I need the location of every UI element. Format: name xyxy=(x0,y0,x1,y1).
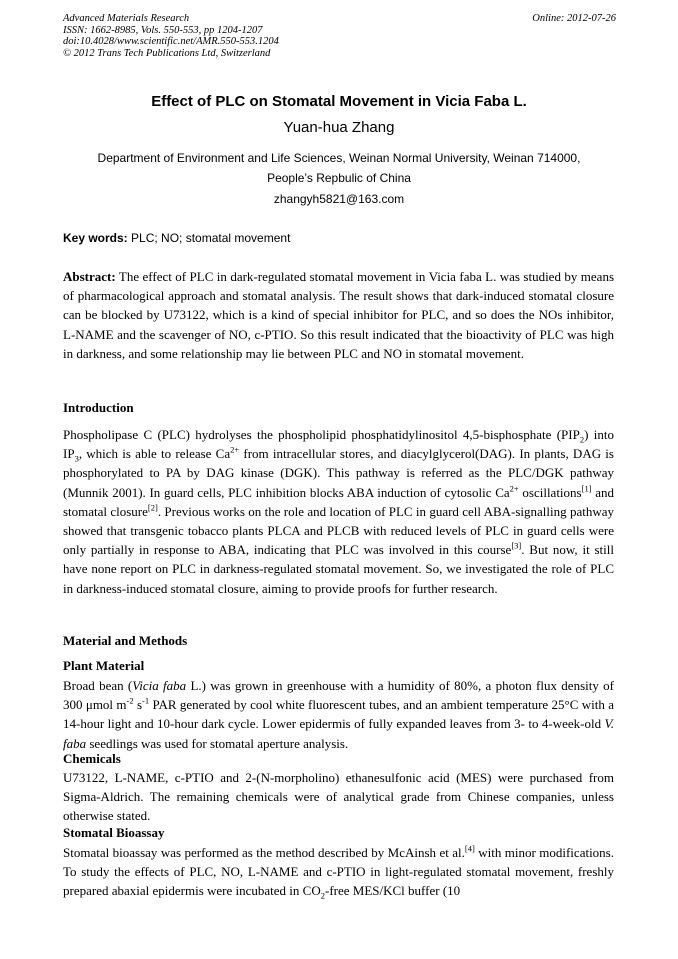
abstract-text: The effect of PLC in dark-regulated stomatal movement in Vicia faba L. was studied by means of pharmacological approach and stomatal analysis. The result shows that dark-induced stomatal closure can be blocked by U73122, which is a kind of special inhibitor for PLC, and so does the NOs inhibitor, L-NAME and the scavenger of NO, c-PTIO. So this result indicated that the bioactivity of PLC was high in darkness, and some relationship may lie between PLC and NO in stomatal movement. xyxy=(63,269,614,361)
bioassay-text xyxy=(63,843,614,901)
intro-span: , which is able to release Ca xyxy=(78,446,231,462)
doi-line: doi:10.4028/www.scientific.net/AMR.550-553.1204 xyxy=(63,36,279,48)
copyright-line: © 2012 Trans Tech Publications Ltd, Switzerland xyxy=(63,47,271,59)
keywords-label: Key words: xyxy=(63,231,128,245)
plant-material-heading: Plant Material xyxy=(63,658,145,673)
journal-header xyxy=(63,13,616,59)
unit-sup: -1 xyxy=(142,695,150,706)
issn-line: ISSN: 1662-8985, Vols. 550-553, pp 1204-1207 xyxy=(63,24,263,36)
intro-span: oscillations xyxy=(518,484,582,500)
affiliation-line: People’s Repbulic of China xyxy=(267,171,411,185)
journal-name: Advanced Materials Research xyxy=(63,13,190,24)
plant-span: Broad bean ( xyxy=(63,678,133,693)
unit-sup: -2 xyxy=(126,695,134,706)
online-date: Online: 2012-07-26 xyxy=(532,13,616,24)
keywords-text: PLC; NO; stomatal movement xyxy=(127,231,291,245)
citation-ref: [3] xyxy=(511,540,522,551)
intro-span: ) into IP xyxy=(63,427,615,462)
paper-title: Effect of PLC on Stomatal Movement in Vicia Faba L. xyxy=(151,93,527,110)
intro-span: and stomatal closure xyxy=(63,484,615,519)
intro-sub: 2 xyxy=(579,434,585,445)
species-name: V. faba xyxy=(63,716,614,751)
plant-span: s xyxy=(133,697,142,713)
bioassay-span: with minor modifications. To study the effects of PLC, NO, L-NAME and c-PTIO in light-regulated stomatal movement, freshly prepared abaxial epidermis were incubated in CO xyxy=(63,845,614,899)
intro-sup: 2+ xyxy=(509,483,519,494)
bioassay-heading: Stomatal Bioassay xyxy=(63,825,165,840)
citation-ref: [1] xyxy=(581,483,592,494)
intro-span: from intracellular stores, and diacylglycerol(DAG). In plants, DAG is phosphorylated to PA by DAG kinase (DGK). This pathway is referred as the PLC/DGK pathway (Munnik 2001). In guard cells, PLC inhibition blocks ABA induction of cytosolic Ca xyxy=(63,446,614,500)
formula-sub: 2 xyxy=(320,891,325,901)
intro-sup: 2+ xyxy=(230,444,240,455)
chemicals-text xyxy=(63,768,614,826)
bioassay-span: Stomatal bioassay was performed as the method described by McAinsh et al. xyxy=(63,845,465,860)
chemicals-heading: Chemicals xyxy=(63,751,121,766)
intro-span: . Previous works on the role and location of PLC in guard cell ABA-signalling pathway showed that transgenic tobacco plants PLCA and PLCB with reduced levels of PLC in guard cells were only partially in response to ABA, indicating that PLC was involved in this course xyxy=(63,503,614,558)
introduction-text xyxy=(63,425,614,598)
plant-span: L.) was grown in greenhouse with a humidity of 80%, a photon flux density of 300 μmol m xyxy=(63,678,614,713)
plant-span: PAR generated by cool white fluorescent tubes, and an ambient temperature 25°C with a 14-hour light and 10-hour dark cycle. Lower epidermis of fully expanded leaves from 3- to 4-week-old xyxy=(63,697,614,732)
citation-ref: [2] xyxy=(147,502,158,513)
species-name: Vicia faba xyxy=(132,678,187,693)
methods-heading: Material and Methods xyxy=(63,633,188,648)
affiliation-line: Department of Environment and Life Sciences, Weinan Normal University, Weinan 714000, xyxy=(97,151,581,165)
intro-span: . But now, it still have none report on PLC in darkness-regulated stomatal movement. So, we investigated the role of PLC in darkness-induced stomatal closure, aiming to provide proofs for further research. xyxy=(63,542,614,596)
affiliation xyxy=(70,148,608,188)
chemicals-paragraph: U73122, L-NAME, c-PTIO and 2-(N-morpholino) ethanesulfonic acid (MES) were purchased from Sigma-Aldrich. The remaining chemicals were of analytical grade from Chinese companies, unless otherwise stated. xyxy=(63,770,614,824)
author-email: zhangyh5821@163.com xyxy=(273,192,405,206)
author-name: Yuan-hua Zhang xyxy=(283,119,395,136)
intro-span: Phospholipase C (PLC) hydrolyses the phospholipid phosphatidylinositol 4,5-bisphosphate (PIP xyxy=(63,427,580,442)
citation-ref: [4] xyxy=(464,843,475,854)
abstract xyxy=(63,267,614,363)
abstract-label: Abstract: xyxy=(63,269,116,284)
plant-span: seedlings was used for stomatal aperture analysis. xyxy=(86,735,349,751)
keywords xyxy=(63,231,290,245)
introduction-heading: Introduction xyxy=(63,400,134,415)
intro-sub: 3 xyxy=(74,453,79,464)
plant-material-text xyxy=(63,676,614,753)
bioassay-span: -free MES/KCl buffer (10 xyxy=(324,883,461,899)
